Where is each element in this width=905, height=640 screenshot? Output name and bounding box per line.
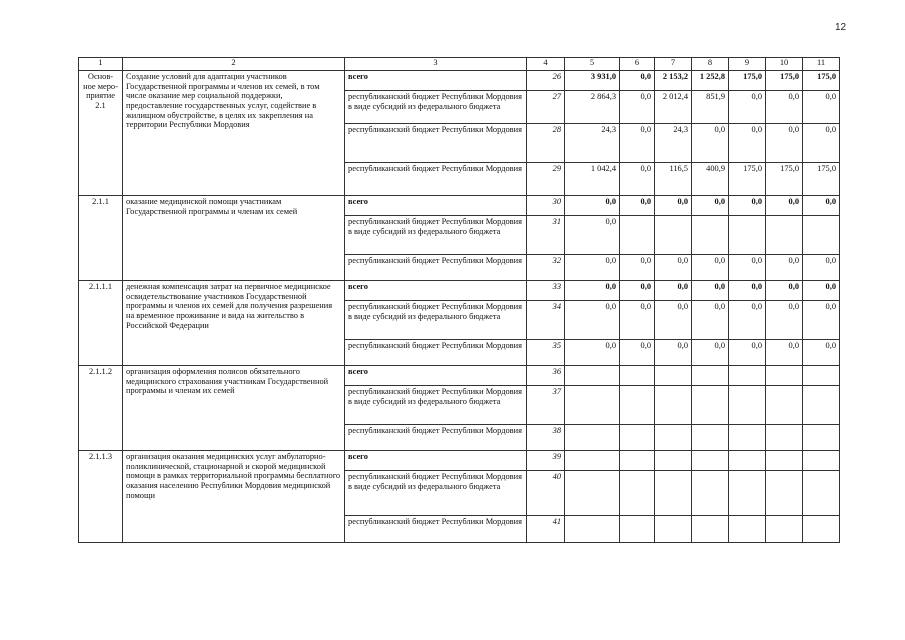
amount-cell — [620, 386, 655, 425]
activity-code: 2.1.1.2 — [79, 366, 123, 451]
amount-cell — [729, 425, 766, 451]
amount-cell — [766, 425, 803, 451]
amount-cell — [620, 471, 655, 516]
amount-cell: 0,0 — [803, 196, 840, 216]
amount-cell: 0,0 — [565, 216, 620, 255]
funding-source: республиканский бюджет Республики Мордовия — [345, 163, 527, 196]
amount-cell: 0,0 — [692, 281, 729, 301]
activity-code: Основ-ное меро-приятие 2.1 — [79, 71, 123, 196]
amount-cell: 0,0 — [803, 281, 840, 301]
funding-source: республиканский бюджет Республики Мордовия в виде субсидий из федерального бюджета — [345, 301, 527, 340]
page-number: 12 — [835, 22, 847, 33]
line-number: 40 — [527, 471, 565, 516]
amount-cell: 0,0 — [692, 255, 729, 281]
amount-cell: 0,0 — [766, 91, 803, 124]
activity-name: организация оказания медицинских услуг амбулаторно-поликлинической, стационарной и скорой медицинской помощи в рамках территориальной программы бесплатного оказания населению Республики Мордовия медицинской помощи — [123, 451, 345, 543]
amount-cell: 0,0 — [692, 340, 729, 366]
funding-source: всего — [345, 196, 527, 216]
amount-cell: 0,0 — [565, 281, 620, 301]
line-number: 39 — [527, 451, 565, 471]
amount-cell: 1 042,4 — [565, 163, 620, 196]
header-cell: 9 — [729, 58, 766, 71]
amount-cell: 0,0 — [620, 91, 655, 124]
amount-cell: 24,3 — [565, 124, 620, 163]
amount-cell: 0,0 — [565, 301, 620, 340]
header-cell: 4 — [527, 58, 565, 71]
amount-cell — [729, 366, 766, 386]
amount-cell — [565, 451, 620, 471]
amount-cell: 0,0 — [565, 340, 620, 366]
amount-cell: 0,0 — [620, 340, 655, 366]
amount-cell: 3 931,0 — [565, 71, 620, 91]
amount-cell: 0,0 — [692, 196, 729, 216]
amount-cell — [803, 216, 840, 255]
amount-cell: 2 012,4 — [655, 91, 692, 124]
line-number: 29 — [527, 163, 565, 196]
amount-cell: 116,5 — [655, 163, 692, 196]
amount-cell: 0,0 — [655, 281, 692, 301]
amount-cell — [565, 471, 620, 516]
amount-cell: 175,0 — [729, 71, 766, 91]
funding-source: республиканский бюджет Республики Мордовия — [345, 516, 527, 543]
amount-cell: 0,0 — [729, 255, 766, 281]
activity-name: организация оформления полисов обязательного медицинского страхования участникам Государственной программы и членам их семей — [123, 366, 345, 451]
amount-cell: 0,0 — [766, 281, 803, 301]
amount-cell: 0,0 — [620, 255, 655, 281]
amount-cell — [692, 451, 729, 471]
amount-cell: 24,3 — [655, 124, 692, 163]
amount-cell — [729, 471, 766, 516]
amount-cell — [803, 471, 840, 516]
amount-cell — [766, 216, 803, 255]
amount-cell: 175,0 — [766, 163, 803, 196]
funding-source: республиканский бюджет Республики Мордовия — [345, 124, 527, 163]
line-number: 41 — [527, 516, 565, 543]
amount-cell: 0,0 — [620, 196, 655, 216]
funding-source: республиканский бюджет Республики Мордовия — [345, 425, 527, 451]
amount-cell — [766, 386, 803, 425]
amount-cell: 0,0 — [655, 340, 692, 366]
amount-cell — [803, 386, 840, 425]
amount-cell: 2 864,3 — [565, 91, 620, 124]
table-row — [79, 366, 840, 386]
amount-cell: 0,0 — [692, 301, 729, 340]
amount-cell: 175,0 — [766, 71, 803, 91]
amount-cell — [655, 216, 692, 255]
amount-cell — [565, 366, 620, 386]
amount-cell — [565, 516, 620, 543]
amount-cell — [655, 366, 692, 386]
amount-cell: 0,0 — [565, 255, 620, 281]
amount-cell — [692, 425, 729, 451]
table-row — [79, 281, 840, 301]
line-number: 32 — [527, 255, 565, 281]
line-number: 27 — [527, 91, 565, 124]
amount-cell: 1 252,8 — [692, 71, 729, 91]
funding-source: республиканский бюджет Республики Мордовия — [345, 255, 527, 281]
funding-source: республиканский бюджет Республики Мордовия в виде субсидий из федерального бюджета — [345, 386, 527, 425]
amount-cell — [692, 366, 729, 386]
funding-source: всего — [345, 366, 527, 386]
amount-cell: 0,0 — [766, 340, 803, 366]
amount-cell: 0,0 — [803, 340, 840, 366]
amount-cell — [655, 516, 692, 543]
amount-cell: 0,0 — [766, 196, 803, 216]
amount-cell — [692, 386, 729, 425]
amount-cell — [729, 216, 766, 255]
amount-cell — [620, 516, 655, 543]
line-number: 35 — [527, 340, 565, 366]
funding-source: республиканский бюджет Республики Мордовия — [345, 340, 527, 366]
amount-cell: 0,0 — [620, 71, 655, 91]
amount-cell — [729, 451, 766, 471]
amount-cell — [620, 425, 655, 451]
amount-cell: 0,0 — [766, 124, 803, 163]
amount-cell: 0,0 — [655, 196, 692, 216]
activity-code: 2.1.1 — [79, 196, 123, 281]
amount-cell: 0,0 — [565, 196, 620, 216]
funding-source: всего — [345, 451, 527, 471]
header-cell: 1 — [79, 58, 123, 71]
amount-cell — [766, 366, 803, 386]
amount-cell: 851,9 — [692, 91, 729, 124]
amount-cell — [803, 451, 840, 471]
amount-cell — [692, 216, 729, 255]
amount-cell — [565, 386, 620, 425]
table-row — [79, 196, 840, 216]
amount-cell: 0,0 — [803, 91, 840, 124]
amount-cell: 0,0 — [692, 124, 729, 163]
header-row — [79, 58, 840, 71]
activity-name: оказание медицинской помощи участникам Государственной программы и членам их семей — [123, 196, 345, 281]
amount-cell — [655, 386, 692, 425]
amount-cell: 175,0 — [729, 163, 766, 196]
funding-source: всего — [345, 281, 527, 301]
line-number: 33 — [527, 281, 565, 301]
header-cell: 6 — [620, 58, 655, 71]
amount-cell: 0,0 — [620, 301, 655, 340]
amount-cell: 0,0 — [729, 340, 766, 366]
activity-name: Создание условий для адаптации участников Государственной программы и членов их семей, в том числе оказание мер социальной поддержки, предоставление государственных услуг, содействие в жилищном обустройстве, в целях их закрепления на территории Республики Мордовия — [123, 71, 345, 196]
activity-code: 2.1.1.1 — [79, 281, 123, 366]
line-number: 30 — [527, 196, 565, 216]
line-number: 34 — [527, 301, 565, 340]
amount-cell — [692, 471, 729, 516]
amount-cell: 0,0 — [655, 255, 692, 281]
amount-cell: 0,0 — [729, 91, 766, 124]
amount-cell — [803, 425, 840, 451]
activity-code: 2.1.1.3 — [79, 451, 123, 543]
table-row — [79, 71, 840, 91]
header-cell: 5 — [565, 58, 620, 71]
amount-cell — [766, 471, 803, 516]
funding-source: республиканский бюджет Республики Мордовия в виде субсидий из федерального бюджета — [345, 216, 527, 255]
funding-source: республиканский бюджет Республики Мордовия в виде субсидий из федерального бюджета — [345, 91, 527, 124]
line-number: 38 — [527, 425, 565, 451]
amount-cell — [620, 451, 655, 471]
amount-cell: 0,0 — [620, 281, 655, 301]
header-cell: 8 — [692, 58, 729, 71]
amount-cell: 0,0 — [766, 255, 803, 281]
amount-cell — [766, 451, 803, 471]
amount-cell: 0,0 — [803, 124, 840, 163]
budget-table — [78, 57, 840, 543]
table-body — [79, 71, 840, 543]
amount-cell: 0,0 — [803, 255, 840, 281]
funding-source: республиканский бюджет Республики Мордовия в виде субсидий из федерального бюджета — [345, 471, 527, 516]
funding-source: всего — [345, 71, 527, 91]
amount-cell: 0,0 — [620, 124, 655, 163]
line-number: 31 — [527, 216, 565, 255]
header-cell: 10 — [766, 58, 803, 71]
amount-cell: 2 153,2 — [655, 71, 692, 91]
amount-cell — [729, 516, 766, 543]
amount-cell: 0,0 — [729, 301, 766, 340]
amount-cell: 400,9 — [692, 163, 729, 196]
activity-name: денежная компенсация затрат на первичное медицинское освидетельствование участников Государственной программы и членов их семей для получения разрешения на временное проживание и вида на жительство в Российской Федерации — [123, 281, 345, 366]
line-number: 37 — [527, 386, 565, 425]
amount-cell: 0,0 — [729, 281, 766, 301]
amount-cell: 0,0 — [766, 301, 803, 340]
header-cell: 11 — [803, 58, 840, 71]
amount-cell — [565, 425, 620, 451]
header-cell: 7 — [655, 58, 692, 71]
amount-cell — [655, 471, 692, 516]
line-number: 26 — [527, 71, 565, 91]
header-cell: 2 — [123, 58, 345, 71]
amount-cell: 175,0 — [803, 71, 840, 91]
amount-cell — [803, 516, 840, 543]
header-cell: 3 — [345, 58, 527, 71]
amount-cell — [803, 366, 840, 386]
line-number: 28 — [527, 124, 565, 163]
amount-cell — [620, 366, 655, 386]
table-row — [79, 451, 840, 471]
amount-cell: 0,0 — [803, 301, 840, 340]
amount-cell: 0,0 — [729, 196, 766, 216]
amount-cell — [655, 451, 692, 471]
amount-cell — [729, 386, 766, 425]
amount-cell: 175,0 — [803, 163, 840, 196]
amount-cell — [620, 216, 655, 255]
amount-cell — [692, 516, 729, 543]
amount-cell — [766, 516, 803, 543]
amount-cell: 0,0 — [620, 163, 655, 196]
line-number: 36 — [527, 366, 565, 386]
amount-cell: 0,0 — [729, 124, 766, 163]
amount-cell — [655, 425, 692, 451]
amount-cell: 0,0 — [655, 301, 692, 340]
